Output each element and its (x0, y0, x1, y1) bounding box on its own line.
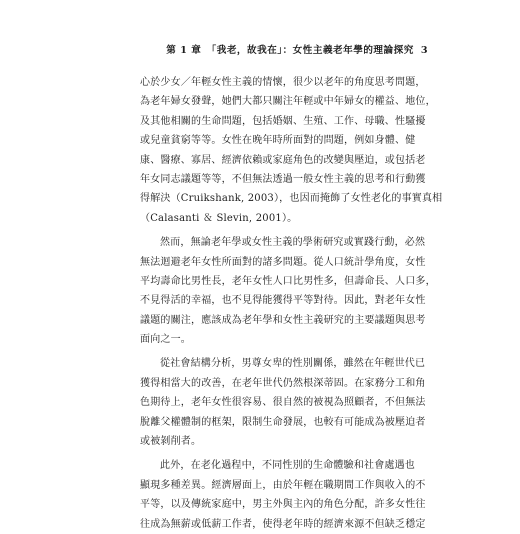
text-line: 為老年婦女發聲，她們大都只關注年輕或中年婦女的權益、地位， (140, 96, 436, 108)
running-header (166, 42, 428, 56)
text-line: 顯現多種差異。經濟層面上，由於年輕在職期間工作與收入的不 (140, 479, 426, 491)
body-text (140, 73, 443, 534)
text-line: 從社會結構分析，男尊女卑的性別關係，雖然在年輕世代已 (160, 358, 426, 370)
text-line: 此外，在老化過程中，不同性別的生命體驗和社會處遇也 (160, 460, 415, 472)
text-line: 平等，以及傳統家庭中，男主外與主內的角色分配，許多女性往 (140, 499, 426, 511)
paragraph (140, 233, 436, 349)
text-line: 無法迴避老年女性所面對的諸多問題。從人口統計學角度，女性 (140, 256, 426, 268)
text-line: 得解決（Cruikshank, 2003），也因而掩飾了女性老化的事實真相 (140, 193, 443, 205)
text-line: 或被剝削者。 (140, 436, 202, 448)
paragraph (140, 73, 443, 228)
text-line: 年女同志議題等等，不但無法透過一般女性主義的思考和行動獲 (140, 173, 426, 185)
page-number: 3 (420, 45, 428, 56)
chapter-title: 第 1 章 「我老，故我在」：女性主義老年學的理論探究 (166, 45, 414, 56)
paragraph (140, 354, 426, 451)
text-line: 獲得相當大的改善，在老年世代仍然根深蒂固。在家務分工和角 (140, 377, 426, 389)
text-line: 脫離父權體制的框架，限制生命發展，也較有可能成為被壓迫者 (140, 416, 426, 428)
text-line: 然而，無論老年學或女性主義的學術研究或實踐行動，必然 (160, 237, 426, 249)
text-line: 議題的關注，應該成為老年學和女性主義研究的主要議題與思考 (140, 314, 426, 326)
text-line: 康、醫療、寡居、經濟依賴或家庭角色的改變與壓迫，或包括老 (140, 154, 426, 166)
text-line: 色期待上，老年女性很容易、很自然的被視為照顧者，不但無法 (140, 397, 426, 409)
text-line: 面向之一。 (140, 334, 191, 346)
paragraph (140, 456, 426, 534)
text-line: 不見得活的幸福，也不見得能獲得平等對待。因此，對老年女性 (140, 295, 426, 307)
text-line: 及其他相關的生命問題，包括婚姻、生殖、工作、母職、性騷擾 (140, 115, 426, 127)
text-line: 或兒童貧窮等等。女性在晚年時所面對的問題，例如身體、健 (140, 135, 416, 147)
text-line: 往成為無薪或低薪工作者，使得老年時的經濟來源不但缺乏穩定 (140, 518, 426, 530)
text-line: 平均壽命比男性長，老年女性人口比男性多，但壽命長、人口多， (140, 275, 436, 287)
text-line: （Calasanti ＆ Slevin, 2001）。 (140, 212, 298, 224)
text-line: 心於少女／年輕女性主義的情懷，很少以老年的角度思考問題， (140, 77, 426, 88)
